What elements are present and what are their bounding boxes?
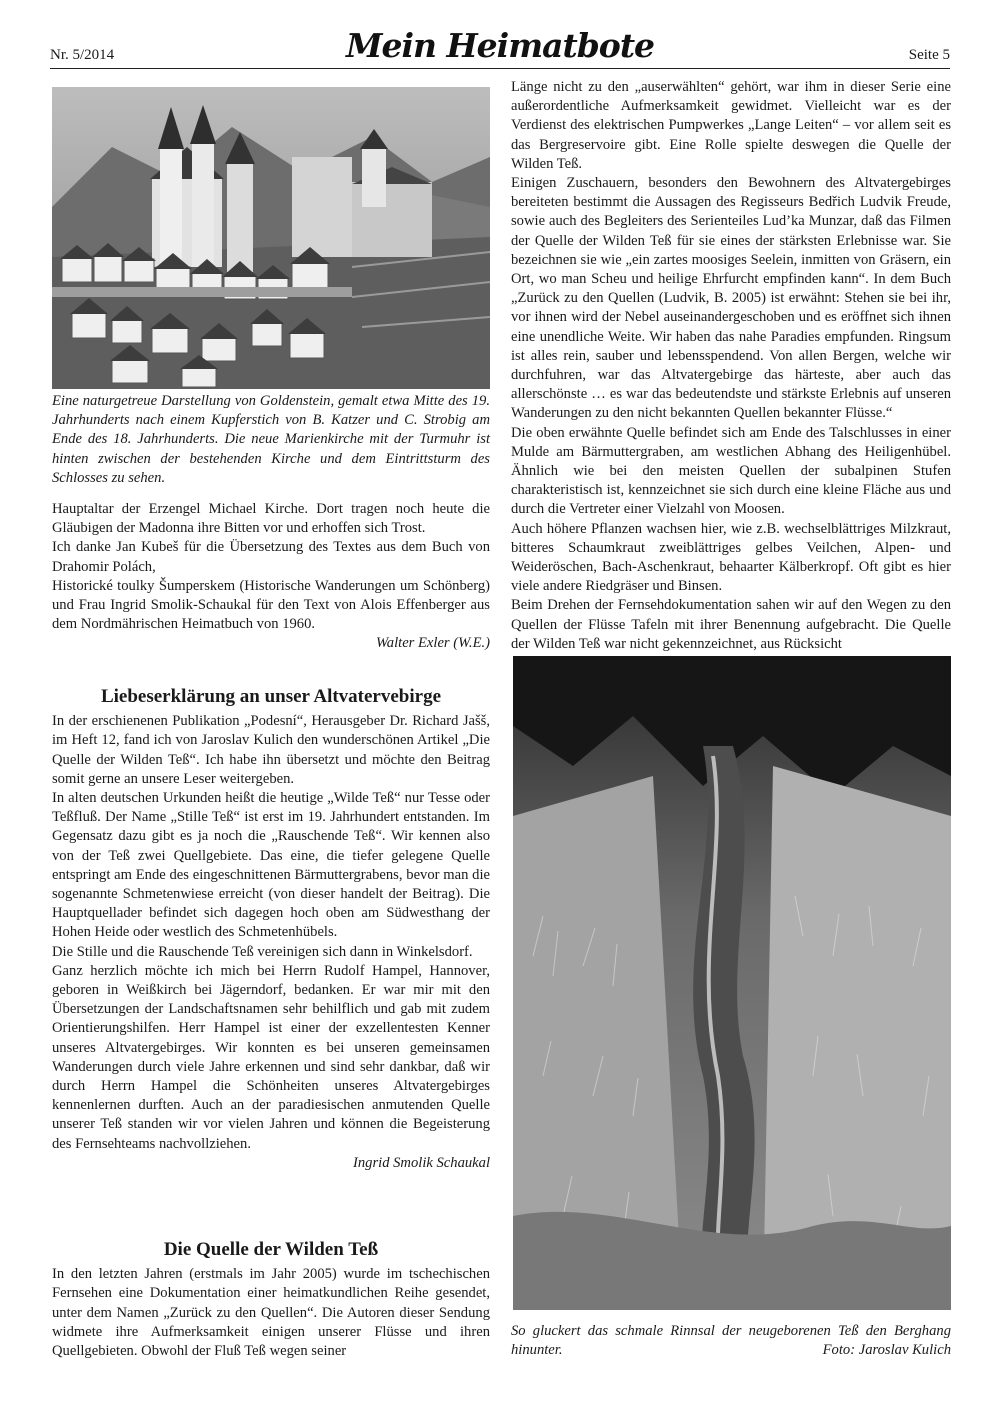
article-paragraph: Ganz herzlich möchte ich mich bei Herrn Rudolf Hampel, Hannover, geboren in Weißkirch bei Jägerndorf, bedanken. Er war mir mit den Übersetzungen der Landschaftsnamen sehr behilflich und gab mit zudem Orientierungshilfen. Herr Hampel ist einer der exzellentesten Kenner unseres Altvatergebirges. Wir konnten es bei unseren gemeinsamen Wanderungen durch viele Jahre erkennen und sind sehr dankbar, daß wir durch Herrn Hampel die Schönheiten unseres Altvatergebirges kennenlernen durften. Auch an der paradiesischen anmutenden Quelle unserer Teß standen wir vor vielen Jahren und können die Begeisterung des Fernsehteams nachvollziehen. — [52, 962, 490, 1152]
photo-caption-block — [511, 1322, 951, 1360]
right-column — [511, 78, 951, 654]
right-paragraph: Die oben erwähnte Quelle befindet sich am Ende des Talschlusses in einer Mulde am Bärmuttergraben, am westlichen Abhang des Heiligenhübel. Ähnlich wie bei den meisten Quellen der subalpinen Stufen charakteristisch ist, kennzeichnet sie sich durch eine kleine Fläche aus und durch die Vertreter einer Vielzahl von Moosen. — [511, 424, 951, 518]
article-paragraph: In alten deutschen Urkunden heißt die heutige „Wilde Teß“ nur Tesse oder Teßfluß. Der Name „Stille Teß“ ist erst im 19. Jahrhundert entstanden. Im Gegensatz dazu gibt es ja noch die „Rauschende Teß“. Wir kennen also von der Teß zwei Quellgebiete. Das eine, die tiefer gelegene Quelle entspringt am Ende des eingeschnittenen Bärmuttergrabens, bevor man die sogenannte Schmetenwiese erreicht (von dieser handelt der Beitrag). Die Hauptquellader befindet sich dagegen hoch oben am Südwesthang der Hohen Heide oder westlich des Schmetenhübels. — [52, 790, 490, 941]
masthead-logo: Mein Heimatbote — [345, 26, 655, 65]
article-paragraph: Die Stille und die Rauschende Teß vereinigen sich dann in Winkelsdorf. — [52, 943, 473, 960]
intro-paragraph-1: Hauptaltar der Erzengel Michael Kirche. Dort tragen noch heute die Gläubigen der Madonna ihre Bitten vor und erhoffen sich Trost. — [52, 501, 490, 537]
article-signature: Ingrid Smolik Schaukal — [353, 1154, 490, 1171]
right-paragraph: Länge nicht zu den „auserwählten“ gehört, war ihm in dieser Serie eine außerordentliche Aufmerksamkeit gewidmet. Vielleicht war es der Verdienst des elektrischen Pumpwerkes „Lange Leiten“ – vor allem seit es das Bergreservoire gibt. Eine Rolle spielte deswegen die Quelle der Wilden Teß. — [511, 79, 951, 172]
article-quelle — [52, 1240, 490, 1361]
header-rule — [50, 68, 950, 69]
article-liebeserklaerung — [52, 687, 490, 1173]
article-title: Liebeserklärung an unser Altvatervebirge — [100, 686, 442, 707]
left-column — [52, 392, 490, 654]
right-paragraph: Beim Drehen der Fernsehdokumentation sahen wir auf den Wegen zu den Quellen der Flüsse Tafeln mit ihrer Benennung aufgebracht. Die Quelle der Wilden Teß war nicht gekennzeichnet, aus Rücksicht — [511, 597, 951, 652]
article-title: Die Quelle der Wilden Teß — [163, 1239, 379, 1260]
right-paragraph: Einigen Zuschauern, besonders den Bewohnern des Altvatergebirges bereiteten bestimmt die Aussagen des Regisseurs Bedřich Ludvik Freude, sowie auch des Begleiters des Serienteiles Lud’ka Munzar, daß das Filmen der Quelle der Wilden Teß für sie eines der stärksten Erlebnisse war. Sie bezeichnen sie wie „ein zartes moosiges Seelein, inmitten von Gräsern, ein Ort, wo man Scheu und heilige Ehrfurcht empfinden kann“. In dem Buch „Zurück zu den Quellen (Ludvik, B. 2005) ist erwähnt: Stehen sie bei ihr, vor ihnen wird der Nebel auseinandergeschoben und es eröffnet sich ihnen eine unendliche Weite. Wir haben das nahe Paradies empfunden. Ringsum ist alles rein, sauber und lebensspendend. Von allen Bergen, welche wir durchfuhren, war das Altvatergebirge das härteste, aber auch das allerschönste … es war das bedeutendste und stärkste Erlebnis auf unseren Wanderungen zu den nicht bekannten Quellen bekannter Flüsse.“ — [511, 175, 951, 422]
article-paragraph: In der erschienenen Publikation „Podesní“, Herausgeber Dr. Richard Jašš, im Heft 12, fand ich von Jaroslav Kulich den wunderschönen Artikel „Die Quelle der Wilden Teß“. Ich habe ihn übersetzt und möchte den Beitrag somit gerne an unsere Leser weitergeben. — [52, 713, 490, 787]
intro-signature: Walter Exler (W.E.) — [375, 635, 490, 652]
right-paragraph: Auch höhere Pflanzen wachsen hier, wie z.B. wechselblättriges Milzkraut, bitteres Schaumkraut zweiblättriges gelbes Veilchen, Alpen- und Weideröschen, Bach-Aschenkraut, behaarter Kälberkropf. Oft gibt es hier viele andere Riedgräser und Binsen. — [511, 520, 951, 595]
article-paragraph: In den letzten Jahren (erstmals im Jahr 2005) wurde im tschechischen Fernsehen eine Dokumentation einer heimatkundlichen Reihe gesendet, unter dem Namen „Zurück zu den Quellen“. Die Autoren dieser Sendung widmete ihre Aufmerksamkeit einigen unserer Flüsse und ihren Quellgebieten. Obwohl der Fluß Teß wegen seiner — [52, 1266, 490, 1360]
stream-photo — [513, 656, 951, 1310]
photo-credit: Foto: Jaroslav Kulich — [822, 1342, 951, 1359]
photo-caption: So gluckert das schmale Rinnsal der neugeborenen Teß den Berghang hinunter. — [511, 1323, 951, 1359]
page-number: Seite 5 — [908, 47, 950, 63]
goldenstein-painting — [52, 87, 490, 389]
intro-paragraph-2: Ich danke Jan Kubeš für die Übersetzung des Textes aus dem Buch von Drahomir Polách, — [52, 539, 490, 575]
intro-paragraph-3: Historické toulky Šumperskem (Historische Wanderungen um Schönberg) und Frau Ingrid Smolik-Schaukal für den Text von Alois Effenberger aus dem Nordmährischen Heimatbuch von 1960. — [52, 577, 490, 633]
painting-caption: Eine naturgetreue Darstellung von Goldenstein, gemalt etwa Mitte des 19. Jahrhunderts nach einem Kupferstich von B. Katzer und C. Strobig am Ende des 18. Jahrhunderts. Die neue Marienkirche mit der Turmuhr ist hinten zwischen der bestehenden Kirche und dem Eintrittsturm des Schlosses zu sehen. — [52, 393, 490, 486]
issue-number: Nr. 5/2014 — [50, 47, 115, 63]
